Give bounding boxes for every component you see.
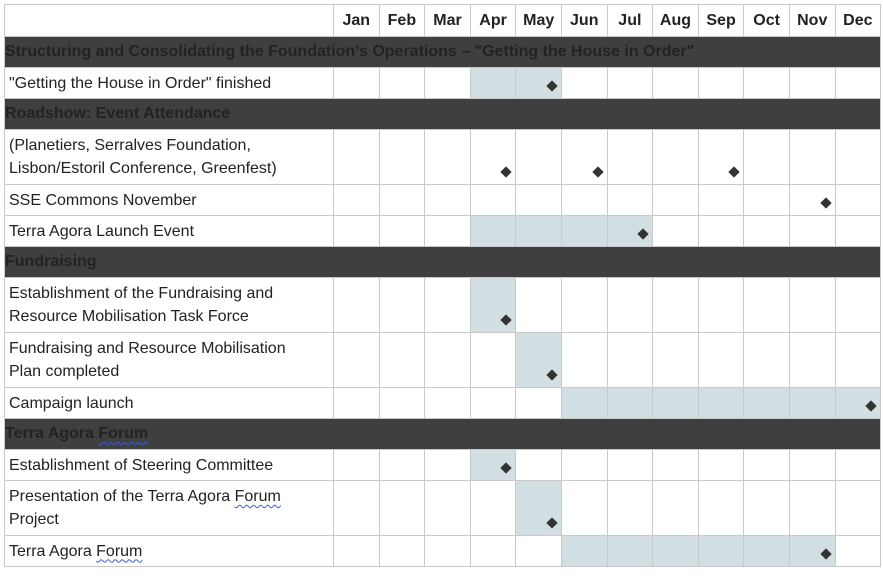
task-row [5,68,881,99]
month-cell [470,278,516,333]
section-title: Structuring and Consolidating the Foundation's Operations – "Getting the House in Order" [5,37,881,68]
month-cell [789,216,835,247]
task-label-line: Terra Agora Forum [9,542,143,560]
month-cell [516,333,562,388]
month-cell [425,388,471,419]
month-cell [470,68,516,99]
month-cell [789,278,835,333]
month-cell [744,216,790,247]
month-header-row [5,5,881,37]
month-cell [561,481,607,536]
month-cell [835,388,881,419]
month-cell [835,536,881,567]
month-cell [516,450,562,481]
month-cell [835,333,881,388]
month-header: Jan [334,5,380,37]
month-header: Dec [835,5,881,37]
month-cell [607,333,653,388]
task-label-line: (Planetiers, Serralves Foundation, [9,137,251,154]
month-cell [607,68,653,99]
month-cell [607,450,653,481]
month-cell [744,536,790,567]
section-header-row [5,37,881,68]
task-row [5,278,881,333]
month-cell [425,68,471,99]
task-label [5,216,334,247]
month-cell [744,388,790,419]
month-cell [789,388,835,419]
month-cell [334,481,380,536]
month-cell [516,68,562,99]
month-cell [698,216,744,247]
month-cell [516,388,562,419]
month-cell [561,388,607,419]
month-cell [516,536,562,567]
month-header: Jul [607,5,653,37]
month-cell [425,481,471,536]
milestone-diamond-icon [820,548,831,559]
task-label [5,130,334,185]
task-label [5,536,334,567]
task-label-line: "Getting the House in Order" finished [9,74,272,92]
month-cell [835,216,881,247]
month-cell [607,388,653,419]
milestone-diamond-icon [637,228,648,239]
milestone-diamond-icon [592,166,603,177]
month-cell [744,278,790,333]
month-cell [470,481,516,536]
task-label-line: Presentation of the Terra Agora Forum [9,488,281,505]
month-cell [334,388,380,419]
month-cell [698,481,744,536]
milestone-diamond-icon [865,400,876,411]
month-cell [698,333,744,388]
month-header: Apr [470,5,516,37]
month-cell [744,130,790,185]
month-cell [653,278,699,333]
month-cell [379,481,425,536]
month-cell [744,481,790,536]
section-header-row [5,99,881,130]
month-cell [698,130,744,185]
month-header: Oct [744,5,790,37]
task-label-line: Project [9,511,59,528]
month-cell [334,68,380,99]
month-cell [653,450,699,481]
month-cell [334,450,380,481]
month-cell [698,450,744,481]
task-row [5,333,881,388]
month-cell [789,536,835,567]
month-header: Sep [698,5,744,37]
section-header-row [5,247,881,278]
month-cell [334,185,380,216]
month-cell [835,185,881,216]
month-cell [561,536,607,567]
month-cell [607,216,653,247]
milestone-diamond-icon [546,369,557,380]
month-cell [835,450,881,481]
month-header: Jun [561,5,607,37]
gantt-table [4,4,881,567]
milestone-diamond-icon [501,314,512,325]
month-cell [789,68,835,99]
gantt-body [5,37,881,567]
month-cell [425,450,471,481]
month-cell [835,68,881,99]
month-cell [470,450,516,481]
milestone-diamond-icon [546,517,557,528]
task-label-line: Terra Agora Launch Event [9,222,195,240]
month-cell [379,450,425,481]
month-header: Mar [425,5,471,37]
month-cell [789,450,835,481]
month-cell [561,185,607,216]
month-cell [653,536,699,567]
task-row [5,388,881,419]
month-cell [698,388,744,419]
milestone-diamond-icon [501,166,512,177]
month-cell [653,333,699,388]
task-label [5,278,334,333]
month-cell [561,278,607,333]
task-label-line: Establishment of the Fundraising and [9,285,274,302]
month-cell [425,333,471,388]
month-cell [470,333,516,388]
task-header-cell [5,5,334,37]
month-header: May [516,5,562,37]
task-row [5,216,881,247]
month-cell [698,278,744,333]
month-cell [561,450,607,481]
month-cell [334,333,380,388]
month-cell [561,130,607,185]
month-cell [470,185,516,216]
spellcheck-flagged-word: Forum [98,425,149,442]
month-cell [425,130,471,185]
month-cell [607,130,653,185]
month-cell [698,185,744,216]
task-label-line: SSE Commons November [9,191,197,209]
task-row [5,450,881,481]
month-cell [744,68,790,99]
month-cell [789,481,835,536]
month-cell [425,278,471,333]
month-cell [744,450,790,481]
month-cell [835,278,881,333]
month-header: Feb [379,5,425,37]
month-cell [379,536,425,567]
month-cell [334,536,380,567]
month-cell [561,333,607,388]
task-label-line: Plan completed [9,363,120,380]
task-label [5,333,334,388]
month-cell [835,481,881,536]
month-cell [789,130,835,185]
milestone-diamond-icon [820,197,831,208]
milestone-diamond-icon [546,80,557,91]
month-cell [607,185,653,216]
month-cell [425,185,471,216]
task-label-line: Lisbon/Estoril Conference, Greenfest) [9,160,277,177]
month-cell [516,216,562,247]
task-row [5,481,881,536]
month-cell [379,388,425,419]
task-label-line: Fundraising and Resource Mobilisation [9,340,286,357]
month-header: Nov [789,5,835,37]
month-cell [607,536,653,567]
month-cell [516,278,562,333]
month-cell [789,185,835,216]
month-cell [653,481,699,536]
month-cell [470,130,516,185]
task-label-line: Establishment of Steering Committee [9,456,274,474]
month-cell [379,130,425,185]
month-cell [334,278,380,333]
task-row [5,185,881,216]
spellcheck-flagged-word: Forum [234,488,281,505]
month-cell [379,333,425,388]
month-cell [516,185,562,216]
spellcheck-flagged-word: Forum [96,542,143,560]
month-cell [744,333,790,388]
month-cell [653,130,699,185]
month-cell [653,216,699,247]
milestone-diamond-icon [729,166,740,177]
month-cell [653,388,699,419]
month-cell [744,185,790,216]
task-label [5,450,334,481]
section-header-row [5,419,881,450]
month-cell [379,68,425,99]
month-cell [698,68,744,99]
month-cell [835,130,881,185]
task-row [5,536,881,567]
month-cell [698,536,744,567]
milestone-diamond-icon [501,462,512,473]
task-row [5,130,881,185]
section-title: Roadshow: Event Attendance [5,99,881,130]
month-cell [334,130,380,185]
month-cell [379,185,425,216]
month-cell [561,216,607,247]
month-cell [470,536,516,567]
month-cell [561,68,607,99]
month-cell [607,481,653,536]
month-cell [653,185,699,216]
task-label-line: Campaign launch [9,394,134,412]
task-label [5,388,334,419]
month-cell [379,216,425,247]
month-cell [516,481,562,536]
month-cell [470,216,516,247]
section-title: Terra Agora Forum [5,419,881,450]
month-cell [470,388,516,419]
task-label [5,481,334,536]
task-label [5,185,334,216]
month-cell [653,68,699,99]
task-label-line: Resource Mobilisation Task Force [9,308,249,325]
month-header: Aug [653,5,699,37]
month-cell [379,278,425,333]
month-cell [789,333,835,388]
month-cell [334,216,380,247]
section-title: Fundraising [5,247,881,278]
month-cell [516,130,562,185]
month-cell [425,536,471,567]
task-label [5,68,334,99]
month-cell [425,216,471,247]
month-cell [607,278,653,333]
